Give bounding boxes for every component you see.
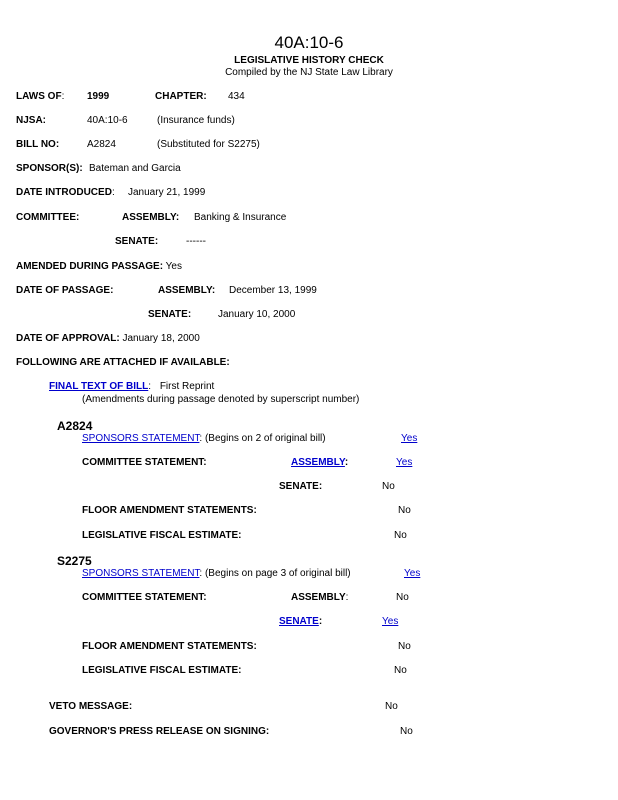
s2275-fiscal-value: No <box>394 665 407 676</box>
compiled-by: Compiled by the NJ State Law Library <box>225 67 393 78</box>
final-text-link[interactable]: FINAL TEXT OF BILL <box>49 381 149 392</box>
a2824-sponsors-row <box>82 433 326 445</box>
laws-of-row <box>16 91 64 103</box>
chapter-label: CHAPTER: <box>155 91 207 102</box>
a2824-assembly-link[interactable]: ASSEMBLY <box>291 457 345 468</box>
s2275-sponsors-note: : (Begins on page 3 of original bill) <box>199 568 351 579</box>
final-text-note: (Amendments during passage denoted by superscript number) <box>82 394 360 405</box>
sponsors-value: Bateman and Garcia <box>89 163 181 174</box>
a2824-assembly-colon: : <box>344 457 349 468</box>
passage-senate-value: January 10, 2000 <box>218 309 296 320</box>
laws-of-colon: : <box>61 91 65 102</box>
a2824-fiscal-label: LEGISLATIVE FISCAL ESTIMATE: <box>82 530 242 541</box>
s2275-assembly-row <box>291 592 348 604</box>
final-text-value: First Reprint <box>159 381 215 392</box>
a2824-assembly-row <box>291 457 348 469</box>
s2275-senate-link[interactable]: SENATE <box>279 616 319 627</box>
njsa-label: NJSA: <box>16 115 47 126</box>
njsa-desc: (Insurance funds) <box>157 115 235 126</box>
date-approval-row <box>16 333 200 345</box>
committee-senate-value: ------ <box>186 236 206 247</box>
a2824-assembly-yes-link[interactable]: Yes <box>396 457 413 468</box>
a2824-title: A2824 <box>57 419 93 433</box>
s2275-floor-value: No <box>398 641 411 652</box>
s2275-fiscal-label: LEGISLATIVE FISCAL ESTIMATE: <box>82 665 242 676</box>
committee-label: COMMITTEE: <box>16 212 80 223</box>
amended-label: AMENDED DURING PASSAGE: <box>16 261 164 272</box>
s2275-sponsors-yes-link[interactable]: Yes <box>404 568 421 579</box>
date-passage-label: DATE OF PASSAGE: <box>16 285 114 296</box>
a2824-floor-value: No <box>398 505 411 516</box>
s2275-title: S2275 <box>57 554 92 568</box>
date-approval-label: DATE OF APPROVAL: <box>16 333 120 344</box>
a2824-sponsors-link[interactable]: SPONSORS STATEMENT <box>82 433 200 444</box>
page-title: 40A:10-6 <box>274 33 344 52</box>
s2275-sponsors-link[interactable]: SPONSORS STATEMENT <box>82 568 200 579</box>
a2824-senate-value: No <box>382 481 395 492</box>
amended-value: Yes <box>165 261 182 272</box>
passage-assembly-label: ASSEMBLY: <box>158 285 216 296</box>
amended-row <box>16 261 182 273</box>
laws-of-label: LAWS OF <box>16 91 62 102</box>
attached-heading: FOLLOWING ARE ATTACHED IF AVAILABLE: <box>16 357 230 368</box>
bill-no-desc: (Substituted for S2275) <box>157 139 260 150</box>
s2275-committee-label: COMMITTEE STATEMENT: <box>82 592 207 603</box>
s2275-senate-yes-link[interactable]: Yes <box>382 616 399 627</box>
veto-label: VETO MESSAGE: <box>49 701 133 712</box>
a2824-floor-label: FLOOR AMENDMENT STATEMENTS: <box>82 505 257 516</box>
passage-assembly-value: December 13, 1999 <box>229 285 317 296</box>
final-text-colon: : <box>148 381 152 392</box>
veto-value: No <box>385 701 398 712</box>
a2824-committee-label: COMMITTEE STATEMENT: <box>82 457 207 468</box>
laws-of-value: 1999 <box>87 91 110 102</box>
final-text-row <box>49 381 214 393</box>
date-introduced-value: January 21, 1999 <box>128 187 206 198</box>
date-approval-value: January 18, 2000 <box>122 333 200 344</box>
passage-senate-label: SENATE: <box>148 309 192 320</box>
s2275-senate-colon: : <box>318 616 323 627</box>
bill-no-value: A2824 <box>87 139 116 150</box>
s2275-floor-label: FLOOR AMENDMENT STATEMENTS: <box>82 641 257 652</box>
njsa-value: 40A:10-6 <box>87 115 128 126</box>
press-release-value: No <box>400 726 413 737</box>
chapter-value: 434 <box>228 91 245 102</box>
a2824-senate-label: SENATE: <box>279 481 323 492</box>
sponsors-label: SPONSOR(S): <box>16 163 83 174</box>
s2275-assembly-label: ASSEMBLY <box>291 592 346 603</box>
bill-no-label: BILL NO: <box>16 139 60 150</box>
s2275-assembly-colon: : <box>345 592 349 603</box>
date-introduced-label: DATE INTRODUCED <box>16 187 112 198</box>
s2275-senate-row <box>279 616 322 628</box>
a2824-sponsors-note: : (Begins on 2 of original bill) <box>199 433 326 444</box>
committee-assembly-value: Banking & Insurance <box>194 212 287 223</box>
a2824-sponsors-yes-link[interactable]: Yes <box>401 433 418 444</box>
committee-senate-label: SENATE: <box>115 236 159 247</box>
a2824-fiscal-value: No <box>394 530 407 541</box>
s2275-assembly-value: No <box>396 592 409 603</box>
date-introduced-colon: : <box>111 187 115 198</box>
committee-assembly-label: ASSEMBLY: <box>122 212 180 223</box>
date-introduced-row <box>16 187 115 199</box>
page-subtitle: LEGISLATIVE HISTORY CHECK <box>234 55 384 66</box>
press-release-label: GOVERNOR'S PRESS RELEASE ON SIGNING: <box>49 726 270 737</box>
s2275-sponsors-row <box>82 568 351 580</box>
